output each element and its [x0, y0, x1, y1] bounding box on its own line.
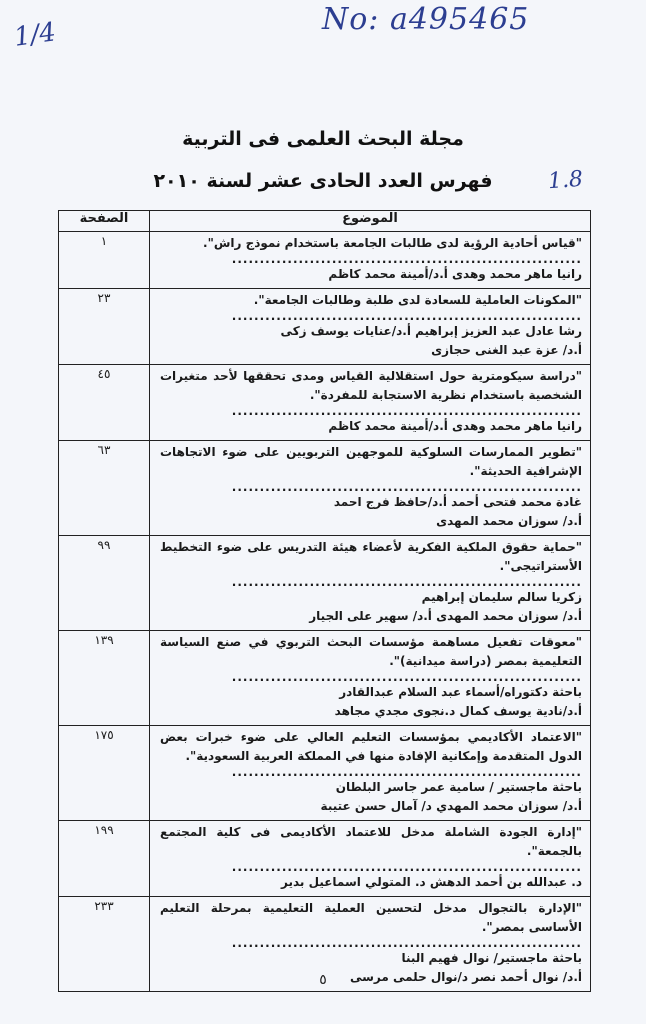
- page-number-cell: ١٣٩: [59, 631, 150, 726]
- page-number-cell: ١٧٥: [59, 726, 150, 821]
- paper-title: "إدارة الجودة الشاملة مدخل للاعتماد الأكاديمى فى كلية المجتمع بالجمعة".: [160, 825, 582, 858]
- author-line: د. عبدالله بن أحمد الدهش د. المتولي اسماعيل بدير: [281, 875, 582, 889]
- topic-cell: [150, 441, 591, 536]
- author-line: رشا عادل عبد العزيز إبراهيم أ.د/عنايات يوسف زكى: [280, 324, 582, 338]
- page-number-cell: ٢٣: [59, 289, 150, 365]
- paper-title: "قياس أحادية الرؤية لدى طالبات الجامعة باستخدام نموذج راش".: [203, 236, 582, 250]
- dot-leader: ...............................................................: [231, 309, 582, 323]
- table-row: [59, 821, 591, 897]
- topic-cell: [150, 536, 591, 631]
- author-line: باحثة ماجستير/ نوال فهيم البنا: [401, 951, 582, 965]
- page-number-cell: ٩٩: [59, 536, 150, 631]
- author-line: رانيا ماهر محمد وهدى أ.د/أمينة محمد كاظم: [328, 419, 582, 433]
- author-line: أ.د/ سوزان محمد المهدى: [436, 514, 582, 528]
- dot-leader: ...............................................................: [231, 480, 582, 494]
- paper-title: "الإدارة بالتجوال مدخل لتحسين العملية التعليمية بمرحلة التعليم الأساسى بمصر".: [160, 901, 582, 934]
- dot-leader: ...............................................................: [231, 765, 582, 779]
- dot-leader: ...............................................................: [231, 575, 582, 589]
- topic-cell: [150, 631, 591, 726]
- paper-title: "معوقات تفعيل مساهمة مؤسسات البحث التربوي في صنع السياسة التعليمية بمصر (دراسة ميدانية)".: [160, 635, 582, 668]
- paper-title: "دراسة سيكومترية حول استقلالية القياس ومدى تحققها لأحد متغيرات الشخصية باستخدام نظرية الاستجابة للمفردة".: [160, 369, 582, 402]
- page-number-cell: ٢٣٣: [59, 897, 150, 992]
- author-line: أ.د/نادية يوسف كمال د.نجوى مجدي مجاهد: [334, 704, 582, 718]
- paper-title: "حماية حقوق الملكية الفكرية لأعضاء هيئة التدريس على ضوء التخطيط الأستراتيجى".: [160, 540, 582, 573]
- author-line: زكريا سالم سليمان إبراهيم: [421, 590, 582, 604]
- dot-leader: ...............................................................: [231, 404, 582, 418]
- paper-title: "تطوير الممارسات السلوكية للموجهين التربويين على ضوء الاتجاهات الإشرافية الحديثة".: [160, 445, 582, 478]
- table-row: [59, 232, 591, 289]
- handwritten-serial-number: No: a495465: [322, 2, 530, 37]
- table-row: [59, 365, 591, 441]
- author-line: رانيا ماهر محمد وهدى أ.د/أمينة محمد كاظم: [328, 267, 582, 281]
- table-header-row: [59, 211, 591, 232]
- topic-cell: [150, 365, 591, 441]
- author-line: أ.د/ سوزان محمد المهدى أ.د/ سهير على الجيار: [309, 609, 582, 623]
- handwritten-corner-note: 1/4: [12, 17, 58, 53]
- page-number-cell: ٦٣: [59, 441, 150, 536]
- author-line: باحثة ماجستير / سامية عمر جاسر البلطان: [335, 780, 582, 794]
- header-page: الصفحة: [59, 211, 150, 232]
- author-line: غادة محمد فتحى أحمد أ.د/حافظ فرج احمد: [333, 495, 582, 509]
- table-row: [59, 441, 591, 536]
- author-line: أ.د/ عزة عبد الغنى حجازى: [431, 343, 582, 357]
- dot-leader: ...............................................................: [231, 670, 582, 684]
- table-body: [59, 232, 591, 992]
- dot-leader: ...............................................................: [231, 252, 582, 266]
- table-row: [59, 536, 591, 631]
- page-number-cell: ٤٥: [59, 365, 150, 441]
- author-line: أ.د/ سوزان محمد المهدي د/ آمال حسن عتيبة: [320, 799, 582, 813]
- topic-cell: [150, 726, 591, 821]
- topic-cell: [150, 289, 591, 365]
- paper-title: "الاعتماد الأكاديمي بمؤسسات التعليم العالي على ضوء خبرات بعض الدول المتقدمة وإمكانية الإفادة منها في المملكة العربية السعودية".: [160, 730, 582, 763]
- footer-page-number: ٥: [319, 972, 327, 988]
- table-of-contents: [58, 210, 591, 992]
- journal-title: مجلة البحث العلمى فى التربية: [182, 128, 464, 150]
- topic-cell: [150, 232, 591, 289]
- issue-title: فهرس العدد الحادى عشر لسنة ٢٠١٠: [153, 170, 493, 192]
- dot-leader: ...............................................................: [231, 860, 582, 874]
- table-row: [59, 631, 591, 726]
- author-line: أ.د/ نوال أحمد نصر د/نوال حلمى مرسى: [349, 970, 582, 984]
- author-line: باحثة دكتوراه/أسماء عبد السلام عبدالقادر: [339, 685, 582, 699]
- table-row: [59, 289, 591, 365]
- header-topic: الموضوع: [150, 211, 591, 232]
- page-number-cell: ١: [59, 232, 150, 289]
- paper-title: "المكونات العاملية للسعادة لدى طلبة وطالبات الجامعة".: [253, 293, 582, 307]
- table-row: [59, 726, 591, 821]
- topic-cell: [150, 821, 591, 897]
- page-number-cell: ١٩٩: [59, 821, 150, 897]
- handwritten-margin-note: 1.8: [547, 166, 584, 195]
- dot-leader: ...............................................................: [231, 936, 582, 950]
